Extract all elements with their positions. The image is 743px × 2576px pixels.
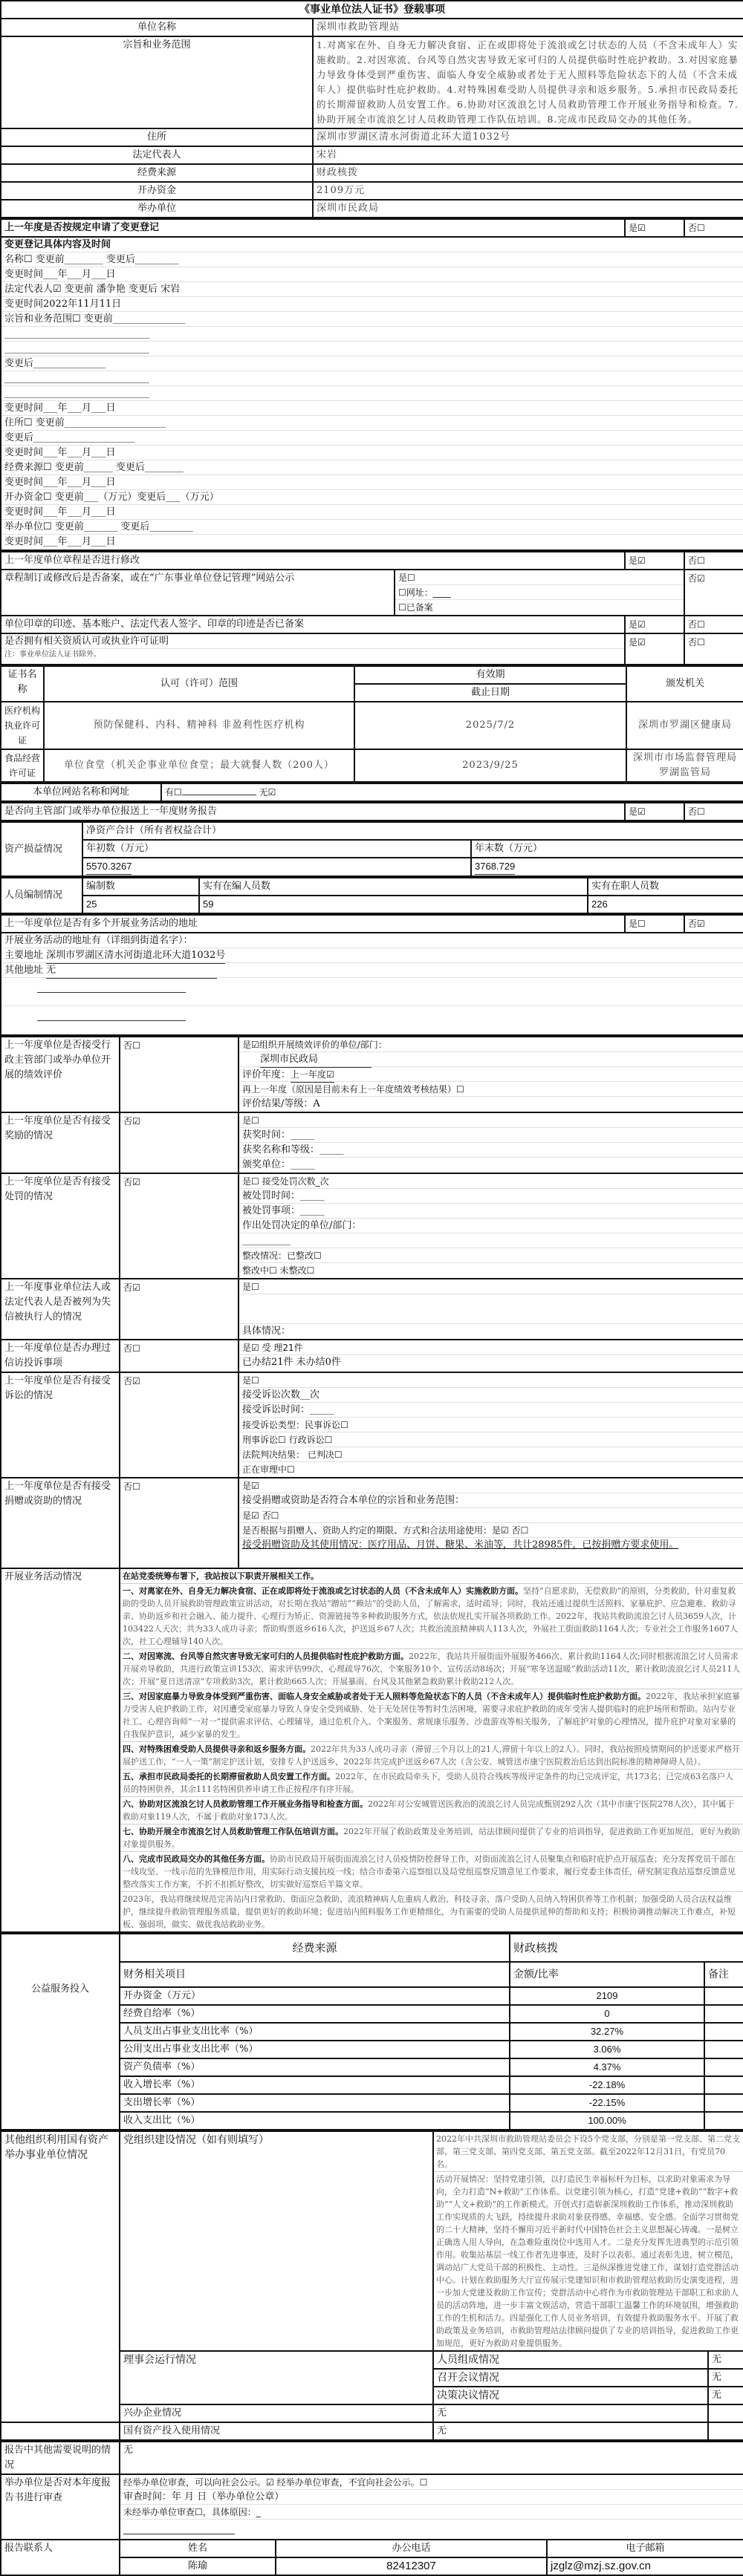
donation-line[interactable]: 是☑ 否☐ — [239, 1508, 743, 1523]
actual-value: 59 — [199, 896, 588, 913]
col-item-header: 财务相关项目 — [120, 1962, 510, 1987]
awards-line: 颁奖单位：_____ — [242, 1159, 315, 1170]
lawsuit-line: 接受诉讼次数__次 — [239, 1388, 743, 1403]
awards-line: 获奖时间：_____ — [239, 1128, 743, 1143]
finance-note — [704, 2005, 743, 2023]
address-details — [1, 933, 743, 1035]
onjob-value: 226 — [588, 896, 743, 913]
dishonest-row — [1, 1279, 743, 1340]
address-table — [0, 914, 743, 1036]
activity-paragraph: 三、对因家庭暴力导致身体受到严重伤害、面临人身安全威胁或者处于无人照料等危险状态下的人员（不含未成年人）提供临时性庇护救助方面。2022年，我站承担家庭暴力受害人庇护救助工作，对因遭受家庭暴力导致人身安全受到威胁、处于无处居住等暂时生活困境，需要寻求庇护救助的成年受害人提供临时的庇护场所和帮助。站内专业社工、心理咨询师“一对一”提供需求评估、心理辅导，通过危机介入、个案服务、常规康乐服务、沙盘游戏等相关服务，了解庇护对象的心理情况，提升庇护对象对家暴的自我保护意识，减少家暴的发生。 — [120, 1689, 743, 1742]
change-line: 经费来源☐ 变更前______ 变更后________ — [1, 460, 743, 475]
dishonest-no-checkbox[interactable]: 否☑ — [120, 1279, 239, 1340]
finance-note — [704, 2023, 743, 2041]
end-value: 3768.729 — [471, 858, 743, 876]
penalty-line: 被处罚时间：_____ — [239, 1189, 743, 1204]
enterprise-value: 无 — [433, 2404, 708, 2422]
review-line-not-reviewed[interactable]: 未经举办单位审查☐，具体原因：_ — [120, 2505, 743, 2520]
party-label: 党组织建设情况（如有则填写） — [120, 2131, 433, 2351]
main-address-line: 主要地址 深圳市罗湖区清水河街道北环大道1032号 — [1, 948, 743, 963]
finance-item: 开办资金（万元） — [120, 1987, 510, 2005]
finance-note — [704, 2112, 743, 2130]
finance-note — [704, 2094, 743, 2112]
awards-question: 上一年度单位是否有接受奖励的情况 — [1, 1112, 120, 1173]
activities-content — [120, 1568, 743, 1932]
finance-value: -22.18% — [510, 2076, 704, 2094]
finance-note — [704, 2076, 743, 2094]
legal-rep-value: 宋岩 — [313, 146, 743, 164]
unit-name-label: 单位名称 — [1, 19, 313, 36]
activity-paragraph: 八、完成市民政局交办的其他任务方面。协助市民政局开展街面流浪乞讨人员疫情防控督导工作，对街面流浪乞讨人员聚集点和临时庇护点开展巡查；充分发挥党员干部在一线攻坚、一线示范的先锋模范作用，用实际行动支援抗疫一线；结合市委第六巡察组以及局党组巡察反馈意见工作要求，履行党委主体责任，研究制定我站巡察反馈意见整改落实工作方案，不折不扣抓好整改，切实做好巡察后半篇文章。 — [120, 1852, 743, 1892]
petition-line[interactable]: 是☑ 受 理21件 — [239, 1340, 743, 1355]
review-label: 举办单位是否对本年度报告书进行审查 — [1, 2474, 120, 2540]
lawsuit-line: 接受诉讼时间：_____ — [239, 1403, 743, 1418]
certificate-table — [0, 0, 743, 218]
license-header-issuer: 颁发机关 — [626, 666, 743, 702]
donation-line: 接受捐赠或资助是否符合本单位的宗旨和业务范围： — [239, 1493, 743, 1508]
charter-modified-yes-checkbox[interactable]: 是☑ — [625, 552, 684, 570]
fund-source-label: 经费来源 — [1, 164, 313, 182]
finance-item: 人员支出占事业支出比率（%） — [120, 2023, 510, 2041]
performance-org: 深圳市民政局 — [260, 1052, 372, 1068]
public-service-label: 公益服务投入 — [1, 1934, 120, 2130]
multi-address-no-checkbox[interactable]: 否☑ — [684, 915, 743, 933]
legal-rep-label: 法定代表人 — [1, 146, 313, 164]
change-line: 变更时间___年___月___日 — [1, 267, 743, 282]
activity-paragraph: 七、协助开展全市流浪乞讨人员救助管理工作队伍培训方面。2022年开展了救助政策及业务培训，站法律顾问提供了专业的培训指导，促进救助工作更加规范，更好为救助对象提供服务。 — [120, 1825, 743, 1852]
license-header-valid: 有效期 — [354, 666, 626, 684]
board-value: 无 — [708, 2351, 743, 2369]
finance-report-question: 是否向主管部门或举办单位报送上一年度财务报告 — [1, 803, 625, 821]
unit-name-value: 深圳市救助管理站 — [313, 19, 743, 36]
charter-filed-done-checkbox[interactable]: ☐已备案 — [398, 602, 433, 613]
performance-row: 上一年度单位是否接受行政主管部门或举办单位开展的绩效评价 否☐ 是☑组织开展绩效评价的单位/部门： 深圳市民政局 评价年度：上一年度☑ 再上一年度（原因是目前未有上一年度绩效考核结果）☐ 评价结果/等级：A — [1, 1037, 743, 1112]
contact-phone-header: 办公电话 — [276, 2540, 547, 2557]
license-question: 是否拥有相关资质认可或执业许可证明 — [1, 634, 624, 649]
board-item: 人员组成情况 — [433, 2351, 708, 2369]
lawsuit-question: 上一年度单位是否有接受诉讼的情况 — [1, 1372, 120, 1478]
lawsuit-line[interactable]: 是☐ — [239, 1373, 743, 1388]
license-name: 医疗机构执业许可证 — [1, 702, 44, 749]
petition-line: 已办结21件 未办结0件 — [242, 1357, 341, 1368]
enterprise-label: 兴办企业情况 — [120, 2404, 433, 2422]
quota-label: 编制数 — [82, 878, 199, 896]
finance-item: 支出增长率（%） — [120, 2094, 510, 2112]
change-line: 变更后_______________ — [1, 356, 743, 371]
review-line-date: 审查时间：年 月 日（举办单位公章） — [120, 2490, 743, 2505]
license-expiry: 2023/9/25 — [354, 749, 626, 782]
begin-value: 5570.3267 — [82, 858, 471, 876]
finance-item: 资产负债率（%） — [120, 2058, 510, 2076]
address-value: 深圳市罗湖区清水河街道北环大道1032号 — [313, 128, 743, 146]
address-label: 住所 — [1, 128, 313, 146]
change-line: ______________________________ — [1, 371, 743, 386]
finance-note — [704, 2041, 743, 2058]
change-line: 法定代表人☑ 变更前 潘争艳 变更后 宋岩 — [1, 282, 743, 297]
other-notes-value: 无 — [120, 2442, 743, 2474]
contact-email[interactable]: jzglz@mzj.sz.gov.cn — [547, 2557, 743, 2575]
finance-value: 32.27% — [510, 2023, 704, 2041]
board-value: 无 — [708, 2369, 743, 2387]
performance-question: 上一年度单位是否接受行政主管部门或举办单位开展的绩效评价 — [1, 1037, 120, 1112]
penalty-question: 上一年度单位是否有接受处罚的情况 — [1, 1173, 120, 1279]
change-line: 变更时间___年___月___日 — [4, 536, 116, 547]
other-notes-label: 报告中其他需要说明的情况 — [1, 2442, 120, 2474]
donation-line[interactable]: 是否根据与捐赠人、资助人约定的期限、方式和合法用途使用：是☑ 否☐ — [239, 1523, 743, 1538]
license-expiry: 2025/7/2 — [354, 702, 626, 749]
finance-value: 4.37% — [510, 2058, 704, 2076]
assets-table — [0, 821, 743, 877]
seal-no-checkbox[interactable]: 否☐ — [684, 616, 743, 633]
license-scope: 预防保健科、内科、精神科 非盈利性医疗机构 — [44, 702, 354, 749]
petition-no-checkbox[interactable]: 否☐ — [120, 1340, 239, 1372]
performance-no-checkbox[interactable]: 否☐ — [120, 1037, 239, 1112]
net-assets-label: 净资产合计（所有者权益合计） — [82, 822, 743, 840]
donation-line[interactable]: 是☑ — [239, 1478, 743, 1493]
fund-source-value: 财政核拨 — [313, 164, 743, 182]
change-line: ______________________________ — [1, 342, 743, 356]
address-blank — [37, 1011, 186, 1021]
purpose-label: 宗旨和业务范围 — [1, 36, 313, 128]
license-question-cell — [1, 633, 625, 665]
contact-phone: 82412307 — [276, 2557, 547, 2575]
charter-modified-question: 上一年度单位章程是否进行修改 — [1, 552, 625, 570]
finance-report-no-checkbox[interactable]: 否☐ — [684, 803, 743, 821]
change-line: 名称☐ 变更前________ 变更后_________ — [1, 252, 743, 267]
change-line: ______________________________ — [1, 386, 743, 401]
board-label: 理事会运行情况 — [120, 2351, 433, 2404]
quota-value: 25 — [82, 896, 199, 913]
donation-row — [1, 1478, 743, 1568]
seal-question: 单位印章的印迹、基本账户、法定代表人签字、印章的印迹是否已备案 — [1, 616, 625, 633]
license-name: 食品经营许可证 — [1, 749, 44, 782]
change-line: 变更时间___年___月___日 — [1, 446, 743, 460]
dishonest-line — [239, 1294, 743, 1324]
lawsuit-line[interactable]: 接受诉讼类型：民事诉讼☐ — [239, 1418, 743, 1432]
contact-name-header: 姓名 — [120, 2540, 276, 2557]
document-title: 《事业单位法人证书》登载事项 — [1, 1, 743, 19]
website-none-checkbox[interactable]: 无☑ — [259, 787, 276, 798]
finance-item: 收入增长率（%） — [120, 2076, 510, 2094]
lawsuit-row — [1, 1372, 743, 1478]
col-note-header: 备注 — [704, 1962, 743, 1987]
board-item: 召开会议情况 — [433, 2369, 708, 2387]
party-text: 2022年中共深圳市救助管理站委员会下设5个党支部，分别是第一党支部、第二党支部、第三党支部、第四党支部、第五党支部。截至2022年12月31日，有党员70名。 — [434, 2132, 743, 2172]
address-intro: 开展业务活动的地址有（详细到街道名字）： — [1, 933, 743, 948]
change-reg-no-checkbox[interactable]: 否☐ — [684, 219, 743, 237]
dishonest-line[interactable]: 是☐ — [239, 1279, 743, 1294]
activity-paragraph: 二、对因寒流、台风等自然灾害导致无家可归的人员提供临时性庇护救助方面。2022年，我站共开展街面外展服务466次、累计救助1164人次;同时根据流浪乞讨人员需求开展劝导救助，共进行政策宣讲153次、需求评估99次、心理疏导76次、个案服务10个、宣传活动8场次；开展“寒冬送温暖”救助活动11次，累计救助流浪乞讨人员211人次；开展“夏日送清凉”专项救助3次，累计救助665人次；开展暴雨、台风及其他紧急救助累计救助212人次。 — [120, 1649, 743, 1689]
charter-url-checkbox[interactable]: ☐网址：____ — [395, 585, 684, 600]
change-line: 举办单位☐ 变更前_______ 变更后_________ — [1, 520, 743, 535]
website-options — [161, 783, 743, 801]
finance-report-yes-checkbox[interactable]: 是☑ — [625, 803, 684, 821]
activity-paragraph: 四、对特殊困难受助人员提供寻亲和返乡服务方面。2022年共为33人成功寻亲（滞留三个月以上的21人,滞留十年以上的2人）。同时，我站按照疫情期间的护送要求严格开展护送工作，“一人一策”制定护送计划，安排专人护送返乡，2022年共完成护送返乡67人次（含公安、城管送市康宁医院救治后达到出院标准的精神障碍人员）。 — [120, 1742, 743, 1770]
finance-item: 经费自给率（%） — [120, 2005, 510, 2023]
other-org-table — [0, 2130, 743, 2441]
activities-label: 开展业务活动情况 — [1, 1568, 120, 1932]
change-line: 宗旨和业务范围☐ 变更前_______________ — [1, 312, 743, 327]
contact-name: 陈瑜 — [120, 2557, 276, 2575]
dishonest-question: 上一年度事业单位法人或法定代表人是否被列为失信被执行人的情况 — [1, 1279, 120, 1340]
change-line: ______________________________ — [1, 327, 743, 342]
change-line: 变更时间2022年11月11日 — [1, 297, 743, 312]
main-address: 深圳市罗湖区清水河街道北环大道1032号 — [46, 948, 225, 964]
sponsor-value: 深圳市民政局 — [313, 200, 743, 218]
finance-report-table — [0, 802, 743, 821]
party-content — [433, 2131, 743, 2351]
change-line: 住所☐ 变更前_____________________ — [1, 416, 743, 431]
lawsuit-line[interactable]: 法院判决结果： 已判决☐ — [239, 1447, 743, 1462]
other-address: 无 — [46, 963, 217, 979]
performance-result: A — [313, 1097, 343, 1112]
penalty-line: __________ — [239, 1233, 743, 1248]
public-service-table — [0, 1933, 743, 2130]
sponsor-label: 举办单位 — [1, 200, 313, 218]
fund-source-header: 经费来源 — [120, 1934, 510, 1962]
license-note: 注：事业单位法人证书除外。 — [4, 650, 101, 659]
penalty-line[interactable]: 是☐ 接受处罚次数_次 — [239, 1174, 743, 1189]
charter-filed-yes-checkbox[interactable]: 是☐ — [395, 570, 684, 585]
state-asset-label: 国有资产投入使用情况 — [120, 2422, 433, 2440]
compliance-table — [0, 1036, 743, 1933]
col-amount-header: 金额/比率 — [510, 1962, 704, 1987]
change-line: 变更时间___年___月___日 — [1, 505, 743, 520]
performance-year-checkbox[interactable]: 上一年度☑ — [291, 1067, 334, 1083]
license-header-expiry: 截止日期 — [354, 684, 626, 702]
onjob-label: 实有在职人员数 — [588, 878, 743, 896]
multi-address-question: 上一年度单位是否有多个开展业务活动的地址 — [1, 915, 625, 933]
other-org-label: 其他组织利用国有资产举办事业单位情况 — [1, 2131, 120, 2422]
donation-usage: 接受捐赠资助及其使用情况：医疗用品、月饼、糖果、米油等，共计28985件，已按捐赠方要求使用。 — [242, 1539, 679, 1551]
donation-question: 上一年度单位是否有接受捐赠或资助的情况 — [1, 1478, 120, 1568]
change-registration-table — [0, 218, 743, 551]
donation-no-checkbox[interactable]: 否☐ — [120, 1478, 239, 1568]
activity-paragraph: 一、对离家在外、自身无力解决食宿、正在或即将处于流浪或乞讨状态的人员（不含未成年人）实施救助方面。坚持“自愿求助，无偿救助”的原则，分类救助，针对重复救助的受助人员开展救助管理政策宣讲活动，对长期在我站“蹭站”“赖站”的受助人员，了解需求，适时疏导；同时，我站还通过提供生活照料、家暴庇护、应急避难、救助寻亲、协助返乡和社会融入、能力提升、心理行为矫正、资源链接等多种救助服务方式，依法依规扎实开展各项救助工作。2022年，我站共救助流浪乞讨人员3659人次，计103422人天次；共为33人成功寻亲；帮助购票返乡616人次，护送返乡67人次；共救治流浪精神病人113人次，外展社工街面救助1164人次；专业社会工作服务1607人次，社工心理辅导140人次。 — [120, 1584, 743, 1649]
finance-value: 100.00% — [510, 2112, 704, 2130]
awards-line: 获奖名称和等级：_____ — [239, 1143, 743, 1158]
performance-prev-year-checkbox[interactable]: 再上一年度（原因是目前未有上一年度绩效考核结果）☐ — [239, 1082, 743, 1097]
contact-label: 报告联系人 — [1, 2540, 120, 2575]
other-address-line: 其他地址 无 — [1, 963, 743, 978]
finance-value: 2109 — [510, 1987, 704, 2005]
license-row — [1, 702, 743, 749]
finance-value: -22.15% — [510, 2094, 704, 2112]
lawsuit-line[interactable]: 正在审理中☐ — [242, 1464, 295, 1475]
penalty-no-checkbox[interactable]: 否☑ — [120, 1173, 239, 1279]
review-reason-blank[interactable] — [123, 2524, 235, 2534]
awards-row — [1, 1112, 743, 1173]
change-reg-question: 上一年度是否按规定申请了变更登记 — [1, 219, 625, 237]
license-scope: 单位食堂（机关企事业单位食堂；最大就餐人数（200人） — [44, 749, 354, 782]
review-line-public[interactable]: 经举办单位审查，可以向社会公示。☑ 经举办单位审查，不宜向社会公示。☐ — [120, 2475, 743, 2490]
closing-table — [0, 2441, 743, 2576]
actual-label: 实有在编人员数 — [199, 878, 588, 896]
awards-line[interactable]: 是☐ — [239, 1113, 743, 1128]
change-line: 开办资金☐ 变更前___（万元）变更后___（万元） — [1, 490, 743, 505]
capital-value: 2109万元 — [313, 182, 743, 200]
fund-source-header-value: 财政核拨 — [510, 1934, 743, 1962]
finance-item: 公用支出占事业支出比率（%） — [120, 2041, 510, 2058]
finance-note — [704, 2058, 743, 2076]
address-blank — [37, 982, 186, 993]
change-line: 变更时间___年___月___日 — [1, 475, 743, 490]
license-row — [1, 749, 743, 782]
state-asset-value: 无 — [433, 2422, 708, 2440]
penalty-row — [1, 1173, 743, 1279]
penalty-line[interactable]: 整改情况：已整改☐ — [239, 1248, 743, 1263]
charter-filed-question: 章程制订或修改后是否备案，或在“广东事业单位登记管理”网站公示 — [1, 570, 395, 616]
lawsuit-no-checkbox[interactable]: 否☑ — [120, 1372, 239, 1478]
staff-table — [0, 877, 743, 914]
penalty-line: 作出处罚决定的单位/部门： — [239, 1219, 743, 1233]
petition-question: 上一年度单位是否办理过信访投诉事项 — [1, 1340, 120, 1372]
board-item: 决策决议情况 — [433, 2387, 708, 2404]
activity-paragraph: 六、协助对区流浪乞讨人员救助管理工作开展业务指导和检查方面。2022年对公安城管送医救治的流浪乞讨人员完成甄别292人次（其中市康宁医院278人次），其中属于救助对象119人次，不属于救助对象173人次。 — [120, 1797, 743, 1825]
multi-address-yes-checkbox[interactable]: 是☐ — [625, 915, 684, 933]
performance-yes-checkbox[interactable]: 是☑组织开展绩效评价的单位/部门： — [239, 1037, 743, 1052]
petition-row — [1, 1340, 743, 1372]
change-reg-detail-title: 变更登记具体内容及时间 — [1, 238, 743, 252]
finance-item: 收入支出比（%） — [120, 2112, 510, 2130]
finance-note — [704, 1987, 743, 2005]
lawsuit-line[interactable]: 刑事诉讼☐ 行政诉讼☐ — [239, 1432, 743, 1447]
charter-modified-no-checkbox[interactable]: 否☐ — [684, 552, 743, 570]
charter-filed-no-checkbox[interactable]: 否☑ — [684, 570, 743, 616]
activities-intro: 在站党委统筹布署下，我站按以下职责开展相关工作。 — [120, 1569, 743, 1584]
license-header-scope: 认可（许可）范围 — [44, 666, 354, 702]
activities-row — [1, 1568, 743, 1932]
seal-yes-checkbox[interactable]: 是☑ — [625, 616, 684, 633]
license-no-checkbox[interactable]: 否☐ — [684, 633, 743, 665]
change-line: 变更时间___年___月___日 — [1, 401, 743, 416]
end-label: 年末数（万元） — [471, 840, 743, 858]
website-label: 本单位网站名称和网址 — [1, 783, 161, 801]
contact-email-header: 电子邮箱 — [547, 2540, 743, 2557]
activity-paragraph: 2023年，我站将继续规范完善站内日常救助、街面应急救助、流浪精神病人危重病人救治、科技寻亲、落户受助人员纳入特困供养等工作机制；加强受助人员合法权益维护，继续提升救助管理服务质量，提供更好的救助环境；促进站内照料服务工作更精细化，为有需要的受助人员提供延伸的帮助和支持；积极协调推动解决工作难点，补短板、强弱项，做实、做优我站救助业务。 — [123, 1894, 736, 1929]
license-issuer: 深圳市罗湖区健康局 — [626, 702, 743, 749]
board-value: 无 — [708, 2387, 743, 2404]
awards-no-checkbox[interactable]: 否☑ — [120, 1112, 239, 1173]
charter-table — [0, 551, 743, 665]
finance-value: 3.06% — [510, 2041, 704, 2058]
penalty-line[interactable]: 整改中☐ 未整改☐ — [242, 1265, 315, 1276]
party-text: 活动开展情况：坚持党建引领，以打造民生幸福标杆为目标，以求助对象需求为导向，全力打造“N+救助”工作体系。以党建引领为核心，打造“党建+救助”“数字+救助”“人文+救助”的工作新模式。开创式打造崭新深圳救助工作体系，推动深圳救助工作实现质的大飞跃，持续提升求助对象获得感、幸福感、安全感。全面学习贯彻党的二十大精神，坚持不懈用习近平新时代中国特色社会主义思想凝心铸魂。一是树立正确选人用人导向，在急难险重岗位中选用人才。二是充分发挥先进典型的示范引领作用。收集站基层一线工作者先进事迹，及时予以表彰。通过表彰先进，树立模范，调动站广大党员干部的积极性、主动性。三是纵深推进党建工作，谋划打造党群活动中心。计划在救助服务大厅宣传展示党建知识和市救助管理站救助历史演变进程，进一步加大党建及救助工作宣传；党群活动中心将作为市救助管理站干部职工和求助人员的活动阵地，进一步丰富文娱活动，营造干部职工温馨工作的环境氛围，增强救助工作的生机和活力。四是强化工作人员业务培训，有效提升救助服务水平。开展了救助政策及业务培训，市救助管理站法律顾问提供了专业的培训指导，促进救助工作更加规范，更好为救助对象提供服务。 — [436, 2174, 739, 2348]
license-header-name: 证书名称 — [1, 666, 44, 702]
staff-label: 人员编制情况 — [1, 878, 82, 913]
change-line: 变更后_____________________ — [1, 431, 743, 446]
change-reg-details — [1, 237, 743, 550]
change-reg-yes-checkbox[interactable]: 是☑ — [625, 219, 684, 237]
penalty-line: 被处罚事项：_____ — [239, 1204, 743, 1219]
license-yes-checkbox[interactable]: 是☑ — [625, 633, 684, 665]
finance-value: 0 — [510, 2005, 704, 2023]
website-table — [0, 783, 743, 802]
begin-label: 年初数（万元） — [82, 840, 471, 858]
assets-label: 资产损益情况 — [1, 822, 82, 876]
dishonest-line: 具体情况： — [242, 1326, 291, 1337]
license-table — [0, 665, 743, 783]
website-has-checkbox[interactable]: 有☐ — [165, 787, 182, 798]
charter-filed-options — [395, 570, 684, 616]
purpose-value: 1.对离家在外、自身无力解决食宿、正在或即将处于流浪或乞讨状态的人员（不含未成年人）实施救助。2.对因寒流、台风等自然灾害导致无家可归的人员提供临时性庇护救助。3.对因家庭暴力导致身体受到严重伤害、面临人身安全威胁或者处于无人照料等危险状态下的人员（不含未成年人）提供临时性庇护救助。4.对特殊困难受助人员提供寻亲和返乡服务。5.承担市民政局委托的长期滞留救助人员安置工作。6.协助对区流浪乞讨人员救助管理工作开展业务指导和检查。7.协助开展全市流浪乞讨人员救助管理工作队伍培训。8.完成市民政局交办的其他任务。 — [313, 36, 743, 128]
capital-label: 开办资金 — [1, 182, 313, 200]
license-issuer: 深圳市市场监督管理局罗湖监管局 — [626, 749, 743, 782]
activity-paragraph: 五、承担市民政局委托的长期滞留救助人员安置工作方面。2022年，在市民政局牵头下，受助人员符合残疾等级评定条件的均已完成评定，共173名；已完成63名落户人员的特困供养，其余111名特困供养申请工作正按程序有序开展。 — [120, 1770, 743, 1797]
